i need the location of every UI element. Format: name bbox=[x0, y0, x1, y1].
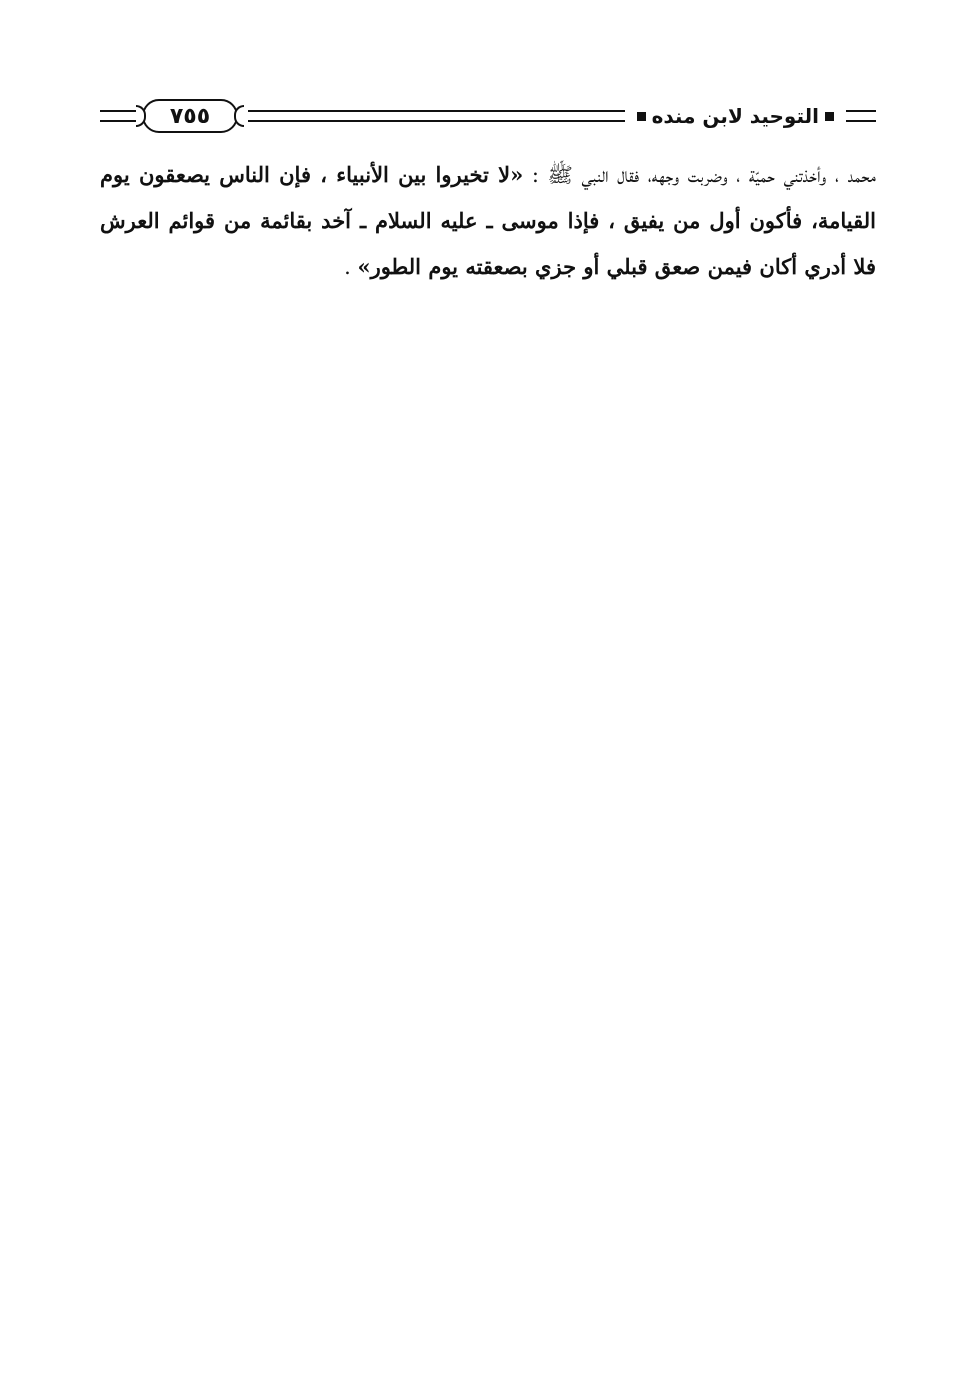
header-rule-right bbox=[846, 110, 876, 122]
book-title: التوحيد لابن منده bbox=[651, 104, 819, 128]
hadith-quote: «لا تخيروا بين الأنبياء ، فإن الناس يصعقون يوم القيامة، فأكون أول من يفيق ، فإذا موسى ـ عليه السلام ـ آخد بقائمة من قوائم العرش فلا أدري أكان فيمن صعق قبلي أو جزي بصعقته يوم الطور» bbox=[100, 162, 876, 279]
square-bullet-icon bbox=[825, 112, 834, 121]
page-number: ٧٥٥ bbox=[169, 103, 211, 129]
text-segment: . bbox=[344, 255, 358, 279]
body-paragraph bbox=[100, 152, 876, 290]
page-header bbox=[100, 92, 876, 140]
header-rule-middle bbox=[248, 110, 625, 122]
text-segment: محمد ، وأخذتني حميّة ، وضربت وجهه، فقال النبي ﷺ : bbox=[523, 163, 876, 187]
running-title bbox=[631, 104, 840, 128]
square-bullet-icon bbox=[637, 112, 646, 121]
page-number-badge bbox=[142, 99, 238, 133]
header-rule-left bbox=[100, 110, 138, 122]
